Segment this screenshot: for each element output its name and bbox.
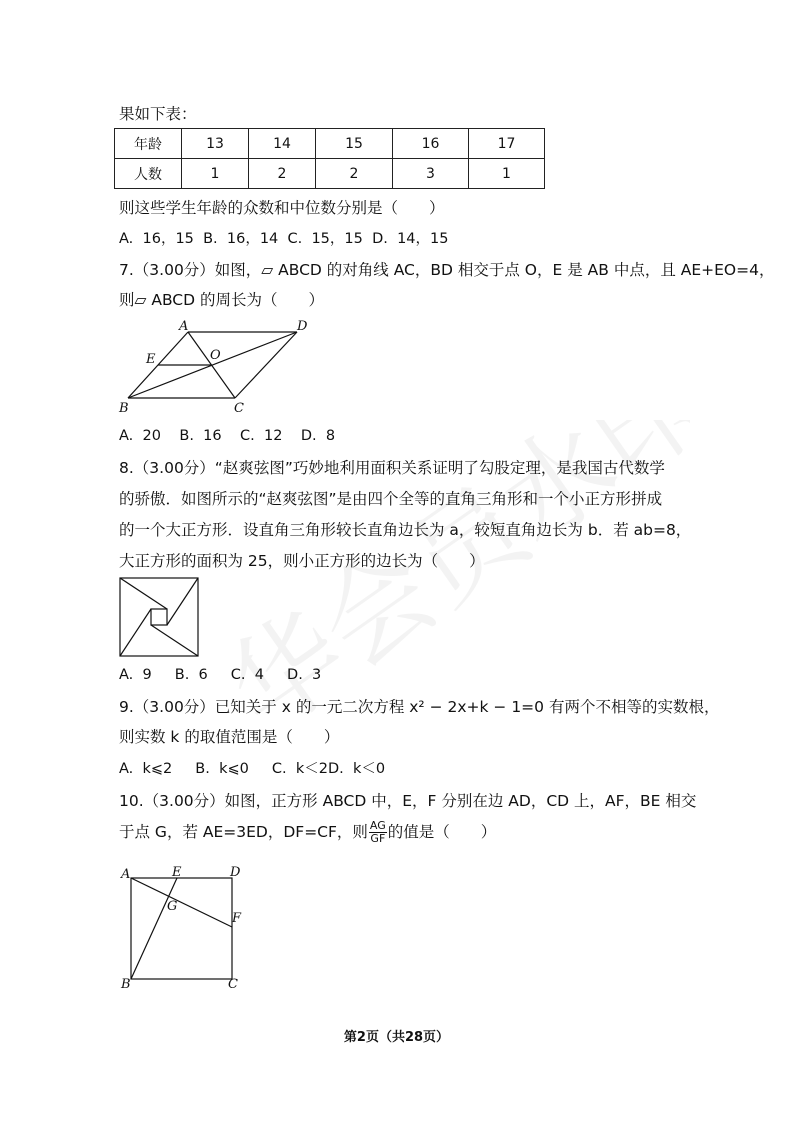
q8-line-2: 的骄傲．如图所示的“赵爽弦图”是由四个全等的直角三角形和一个小正方形拼成 xyxy=(119,490,663,508)
table-cell: 2 xyxy=(316,159,393,189)
table-cell: 14 xyxy=(249,129,316,159)
table-cell: 1 xyxy=(469,159,545,189)
label-e: E xyxy=(172,865,182,880)
label-a: A xyxy=(121,867,131,882)
label-a: A xyxy=(179,319,189,334)
label-c: C xyxy=(234,401,244,416)
label-e: E xyxy=(146,352,156,367)
fraction-ag-gf xyxy=(369,820,387,845)
q10-line-2-suffix: 的值是（ ） xyxy=(387,823,497,841)
q7-options: A. 20 B. 16 C. 12 D. 8 xyxy=(119,428,336,444)
label-d: D xyxy=(297,319,308,334)
label-d: D xyxy=(230,865,241,880)
zhao-shuang-figure xyxy=(118,576,202,658)
q9-line-2: 则实数 k 的取值范围是（ ） xyxy=(119,728,340,746)
table-cell: 16 xyxy=(393,129,469,159)
q7-line-1: 7.（3.00分）如图，▱ ABCD 的对角线 AC，BD 相交于点 O，E 是 AB 中点，且 AE+EO=4， xyxy=(119,261,775,279)
fraction-denominator: GF xyxy=(370,832,386,845)
q10-line-1: 10.（3.00分）如图，正方形 ABCD 中，E，F 分别在边 AD，CD 上，AF，BE 相交 xyxy=(119,792,697,810)
table-cell: 2 xyxy=(249,159,316,189)
q8-options: A. 9 B. 6 C. 4 D. 3 xyxy=(119,667,322,683)
q9-options: A. k⩽2 B. k⩽0 C. k＜2D. k＜0 xyxy=(119,761,386,777)
table-cell: 人数 xyxy=(115,159,182,189)
label-b: B xyxy=(121,977,131,992)
q10-line-2 xyxy=(119,818,496,846)
q6-intro: 果如下表： xyxy=(119,105,197,123)
q6-options: A. 16，15 B. 16，14 C. 15，15 D. 14，15 xyxy=(119,231,449,247)
parallelogram-figure xyxy=(115,316,315,416)
table-cell: 年龄 xyxy=(115,129,182,159)
table-cell: 17 xyxy=(469,129,545,159)
label-g: G xyxy=(167,899,178,914)
page-footer: 第2页（共28页） xyxy=(343,1030,450,1045)
table-cell: 3 xyxy=(393,159,469,189)
q10-line-2-prefix: 于点 G，若 AE=3ED，DF=CF，则 xyxy=(119,823,368,841)
q9-line-1: 9.（3.00分）已知关于 x 的一元二次方程 x² − 2x+k − 1=0 有两个不相等的实数根， xyxy=(119,698,720,716)
square-figure xyxy=(116,862,250,996)
label-o: O xyxy=(210,348,221,363)
table-row xyxy=(115,159,545,189)
table-cell: 15 xyxy=(316,129,393,159)
q8-line-1: 8.（3.00分）“赵爽弦图”巧妙地利用面积关系证明了勾股定理，是我国古代数学 xyxy=(119,459,665,477)
fraction-numerator: AG xyxy=(369,819,386,832)
table-cell: 13 xyxy=(182,129,249,159)
table-row xyxy=(115,129,545,159)
table-cell: 1 xyxy=(182,159,249,189)
q8-line-3: 的一个大正方形．设直角三角形较长直角边长为 a，较短直角边长为 b．若 ab=8， xyxy=(119,521,692,539)
q8-line-4: 大正方形的面积为 25，则小正方形的边长为（ ） xyxy=(119,552,485,570)
q7-line-2: 则▱ ABCD 的周长为（ ） xyxy=(119,291,324,309)
age-count-table xyxy=(114,128,545,189)
q6-question: 则这些学生年龄的众数和中位数分别是（ ） xyxy=(119,199,445,217)
label-c: C xyxy=(228,977,238,992)
label-b: B xyxy=(119,401,129,416)
label-f: F xyxy=(232,911,242,926)
